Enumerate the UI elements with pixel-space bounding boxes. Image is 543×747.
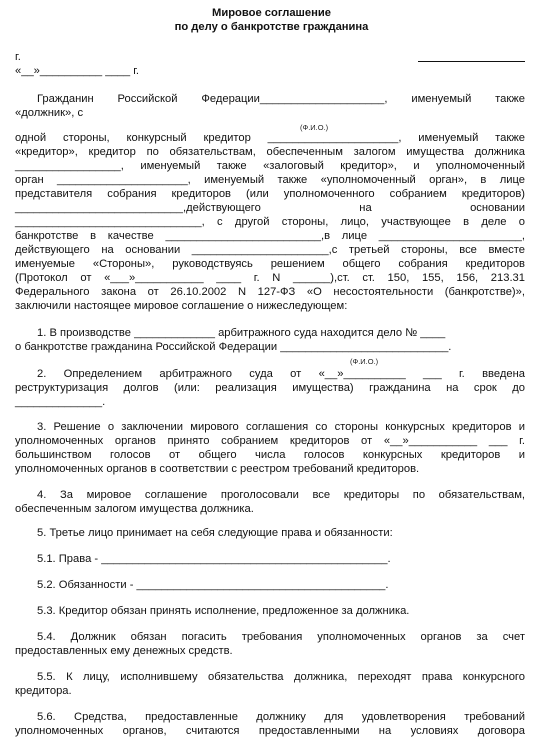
clause-1-line: 1. В производстве _____________ арбитражного суда находится дело № ____: [37, 327, 446, 339]
intro-line: «кредитор», кредитор по обязательствам, обеспеченным залогом имущества должника: [15, 146, 525, 158]
clause-5-6-line: 5.6. Средства, предоставленные должнику для удовлетворения требований: [37, 711, 525, 723]
clause-5-5-line: 5.5. К лицу, исполнившему обязательства должника, переходят права конкурсного: [37, 671, 525, 683]
clause-4-line: обеспеченным залогом имущества должника.: [15, 503, 254, 515]
clause-2-line: ______________.: [15, 396, 106, 408]
clause-5-4-line: 5.4. Должник обязан погасить требования уполномоченных органов за счет: [37, 631, 525, 643]
fio-caption: (Ф.И.О.): [300, 123, 329, 132]
intro-line: представителя собрания кредиторов (или уполномоченного собранием кредиторов): [15, 188, 525, 200]
clause-2-line: 2. Определением арбитражного суда от «__»__________ ___ г. введена: [37, 368, 525, 380]
clause-5-6-line: уполномоченных органов, считаются предоставленными на условиях договора: [15, 725, 525, 737]
city-label: г.: [15, 51, 21, 63]
intro-line: Гражданин Российской Федерации____________________, именуемый также: [37, 93, 525, 105]
clause-1-line: о банкротстве гражданина Российской Федерации ___________________________.: [15, 341, 452, 353]
intro-line: одной стороны, конкурсный кредитор _____________________, именуемый также: [15, 132, 525, 144]
clause-5-1-line: 5.1. Права - ______________________________________________.: [37, 553, 391, 565]
intro-line: действующего на основании ______________________,с третьей стороны, все вместе: [15, 244, 525, 256]
document-subtitle: по делу о банкротстве гражданина: [174, 21, 369, 33]
intro-line: заключили настоящее мировое соглашение о нижеследующем:: [15, 300, 348, 312]
intro-line: (Протокол от «___»___________ ____ г. N ______),ст. ст. 150, 155, 156, 213.31: [15, 272, 525, 284]
clause-3-line: уполномоченных органов принято собранием кредиторов от «__»___________ ___ г.: [15, 435, 525, 447]
intro-line: _________________, именуемый также «залоговый кредитор», и уполномоченный: [15, 160, 525, 172]
intro-line: «должник», с: [15, 107, 84, 119]
clause-5-4-line: предоставленных ему денежных средств.: [15, 645, 233, 657]
intro-line: орган _____________________, именуемый также «уполномоченный орган», в лице: [15, 174, 525, 186]
fio-caption: (Ф.И.О.): [350, 357, 379, 366]
clause-5-3-line: 5.3. Кредитор обязан принять исполнение, предложенное за должника.: [37, 605, 410, 617]
clause-3-line: 3. Решение о заключении мирового соглашения со стороны конкурсных кредиторов и: [37, 421, 525, 433]
clause-3-line: большинством голосов от общего числа голосов конкурсных кредиторов и: [15, 449, 525, 461]
clause-5-line: 5. Третье лицо принимает на себя следующие права и обязанности:: [37, 527, 393, 539]
clause-4-line: 4. За мировое соглашение проголосовали все кредиторы по обязательствам,: [37, 489, 525, 501]
intro-line: банкротстве в качестве _________________________,в лице _______________________,: [15, 230, 525, 242]
clause-3-line: уполномоченных органов в соответствии с реестром требований кредиторов.: [15, 463, 420, 475]
document-title: Мировое соглашение: [212, 7, 331, 19]
intro-line: ______________________________, с другой стороны, лицо, участвующее в деле о: [15, 216, 525, 228]
clause-5-5-line: кредитора.: [15, 685, 72, 697]
signature-line: [418, 61, 525, 62]
intro-line: ___________________________,действующего на основании: [15, 202, 525, 214]
intro-line: Федерального закона от 26.10.2002 N 127-ФЗ «О несостоятельности (банкротстве)»,: [15, 286, 525, 298]
intro-line: именуемые «Стороны», руководствуясь решением общего собрания кредиторов: [15, 258, 525, 270]
date-line: «__»__________ ____ г.: [15, 65, 140, 77]
clause-2-line: реструктуризация долгов (или: реализация имущества) гражданина на срок до: [15, 382, 525, 394]
clause-5-2-line: 5.2. Обязанности - ________________________________________.: [37, 579, 389, 591]
